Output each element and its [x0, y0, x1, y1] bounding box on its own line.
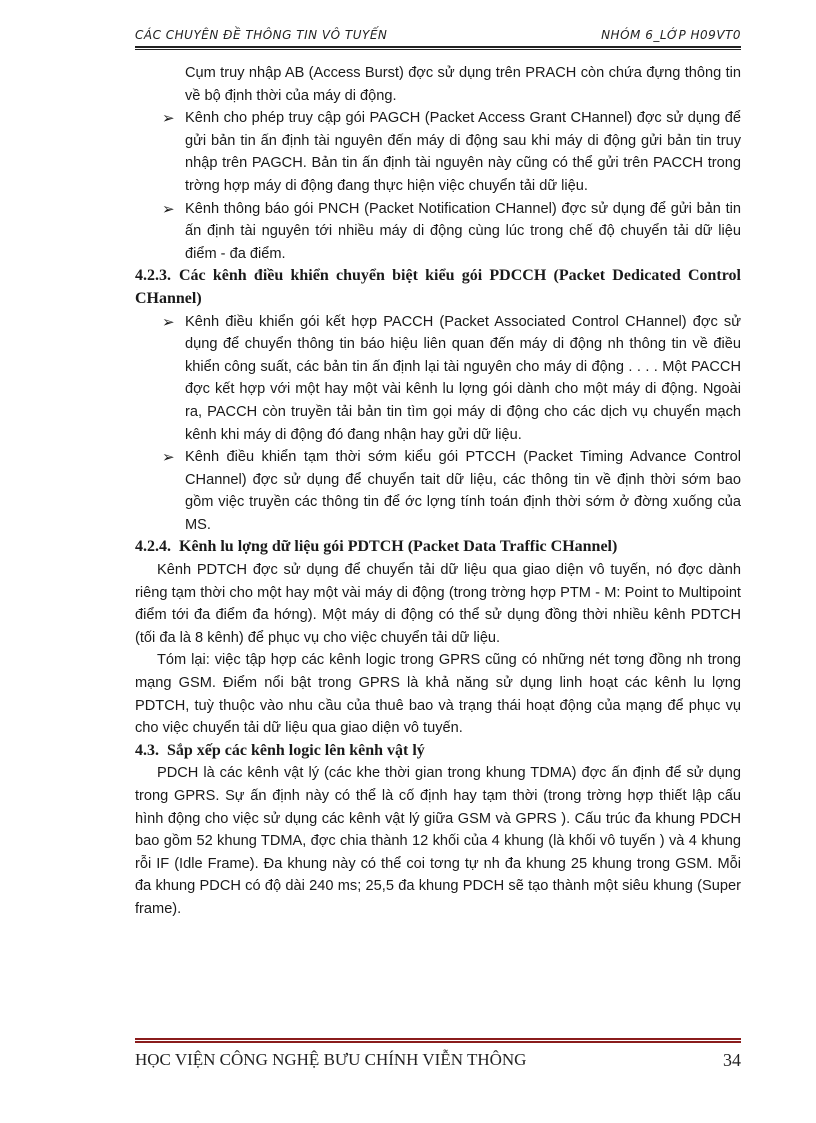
arrow-bullet-icon: ➢	[162, 109, 175, 128]
footer-rule	[135, 1038, 741, 1043]
arrow-bullet-icon: ➢	[162, 312, 175, 331]
document-body	[135, 62, 741, 921]
bullet-pacch	[135, 311, 741, 447]
header-group: NHÓM 6_LỚP H09VT0	[601, 28, 741, 42]
heading-text: Kênh lu lợng dữ liệu gói PDTCH (Packet Data Traffic CHannel)	[179, 538, 618, 556]
header-title: CÁC CHUYÊN ĐỀ THÔNG TIN VÔ TUYẾN	[135, 28, 388, 42]
header-rule	[135, 46, 741, 50]
bullet-ptcch	[135, 446, 741, 536]
heading-text: Các kênh điều khiển chuyển biệt kiểu gói PDCCH (Packet Dedicated Control CHannel)	[135, 267, 741, 307]
section-heading-4-3	[135, 740, 741, 763]
paragraph-summary: Tóm lại: việc tập hợp các kênh logic trong GPRS cũng có những nét tơng đồng nh trong mạng GSM. Điểm nổi bật trong GPRS là khả năng sử dụng linh hoạt các kênh lu lợng PDTCH, tuỳ thuộc vào nhu cầu của thuê bao và trạng thái hoạt động của mạng để phục vụ cho việc chuyển tải dữ liệu qua giao diện vô tuyến.	[135, 652, 741, 737]
bullet-text: Kênh thông báo gói PNCH (Packet Notification CHannel) đợc sử dụng để gửi bản tin ấn định tài nguyên tới nhiều máy di động cùng lúc trong chế độ chuyển tải dữ liệu điểm - đa điểm.	[185, 200, 741, 262]
bullet-pnch	[135, 198, 741, 266]
heading-number: 4.2.4.	[135, 538, 171, 556]
arrow-bullet-icon: ➢	[162, 448, 175, 467]
paragraph-pdtch: Kênh PDTCH đợc sử dụng để chuyển tải dữ liệu qua giao diện vô tuyến, nó đợc dành riêng tạm thời cho một hay một vài máy di động (trong trờng hợp PTM - M: Point to Multipoint điểm tới đa điểm đa hớng). Một máy di động có thể sử dụng đồng thời nhiều kênh PDTCH (tối đa là 8 kênh) để phục vụ cho việc chuyển tải dữ liệu.	[135, 562, 741, 646]
page-number: 34	[723, 1050, 741, 1070]
heading-number: 4.3.	[135, 741, 159, 759]
bullet-text: Kênh cho phép truy cập gói PAGCH (Packet Access Grant CHannel) đợc sử dụng để gửi bản tin ấn định tài nguyên đến máy di động sau khi máy di động gửi bản tin truy nhập trên PAGCH. Bản tin ấn định tài nguyên này cũng có thể gửi trên PACCH trong trờng hợp máy di động đang thực hiện việc chuyển tải dữ liệu.	[185, 110, 741, 194]
bullet-text: Kênh điều khiển gói kết hợp PACCH (Packet Associated Control CHannel) đợc sử dụng để chuyển thông tin báo hiệu liên quan đến máy di động nh thông tin về điều khiển công suất, các bản tin ấn định lại tài nguyên cho máy di động . . . . Một PACCH đợc kết hợp với một hay một vài kênh lu lợng gói dành cho một máy di động. Ngoài ra, PACCH còn truyền tải bản tin tìm gọi máy di động cho các dịch vụ chuyển mạch kênh khi máy di động đó đang nhận hay gửi dữ liệu.	[185, 313, 741, 443]
paragraph-access-burst: Cụm truy nhập AB (Access Burst) đợc sử dụng trên PRACH còn chứa đựng thông tin về bộ định thời của máy di động.	[185, 65, 741, 104]
section-heading-4-2-4	[135, 536, 741, 559]
heading-number: 4.2.3.	[135, 267, 171, 285]
arrow-bullet-icon: ➢	[162, 199, 175, 218]
running-footer	[135, 1050, 741, 1070]
running-header	[135, 28, 741, 46]
paragraph-pdch: PDCH là các kênh vật lý (các khe thời gian trong khung TDMA) đợc ấn định để sử dụng trong GPRS. Sự ấn định này có thể là cố định hay tạm thời (trong trờng hợp thiết lập cấu hình động cho việc sử dụng các kênh vật lý giữa GSM và GPRS ). Cấu trúc đa khung PDCH bao gồm 52 khung TDMA, đợc chia thành 12 khối của 4 khung (là khối vô tuyến ) và 4 khung rỗi IF (Idle Frame). Đa khung này có thể coi tơng tự nh đa khung 25 khung trong GSM. Mỗi đa khung PDCH có độ dài 240 ms; 25,5 đa khung PDCH sẽ tạo thành một siêu khung (Super frame).	[135, 765, 741, 917]
section-heading-4-2-3	[135, 265, 741, 310]
bullet-text: Kênh điều khiển tạm thời sớm kiểu gói PTCCH (Packet Timing Advance Control CHannel) đợc sử dụng để chuyển tait dữ liệu, các thông tin về định thời sớm bao gồm việc truyền các thông tin để ớc lợng tính toán định thời sớm ở đờng xuống của MS.	[185, 449, 741, 533]
bullet-pagch	[135, 107, 741, 197]
heading-text: Sắp xếp các kênh logic lên kênh vật lý	[167, 741, 425, 759]
footer-institution: HỌC VIỆN CÔNG NGHỆ BƯU CHÍNH VIỄN THÔNG	[135, 1050, 527, 1069]
